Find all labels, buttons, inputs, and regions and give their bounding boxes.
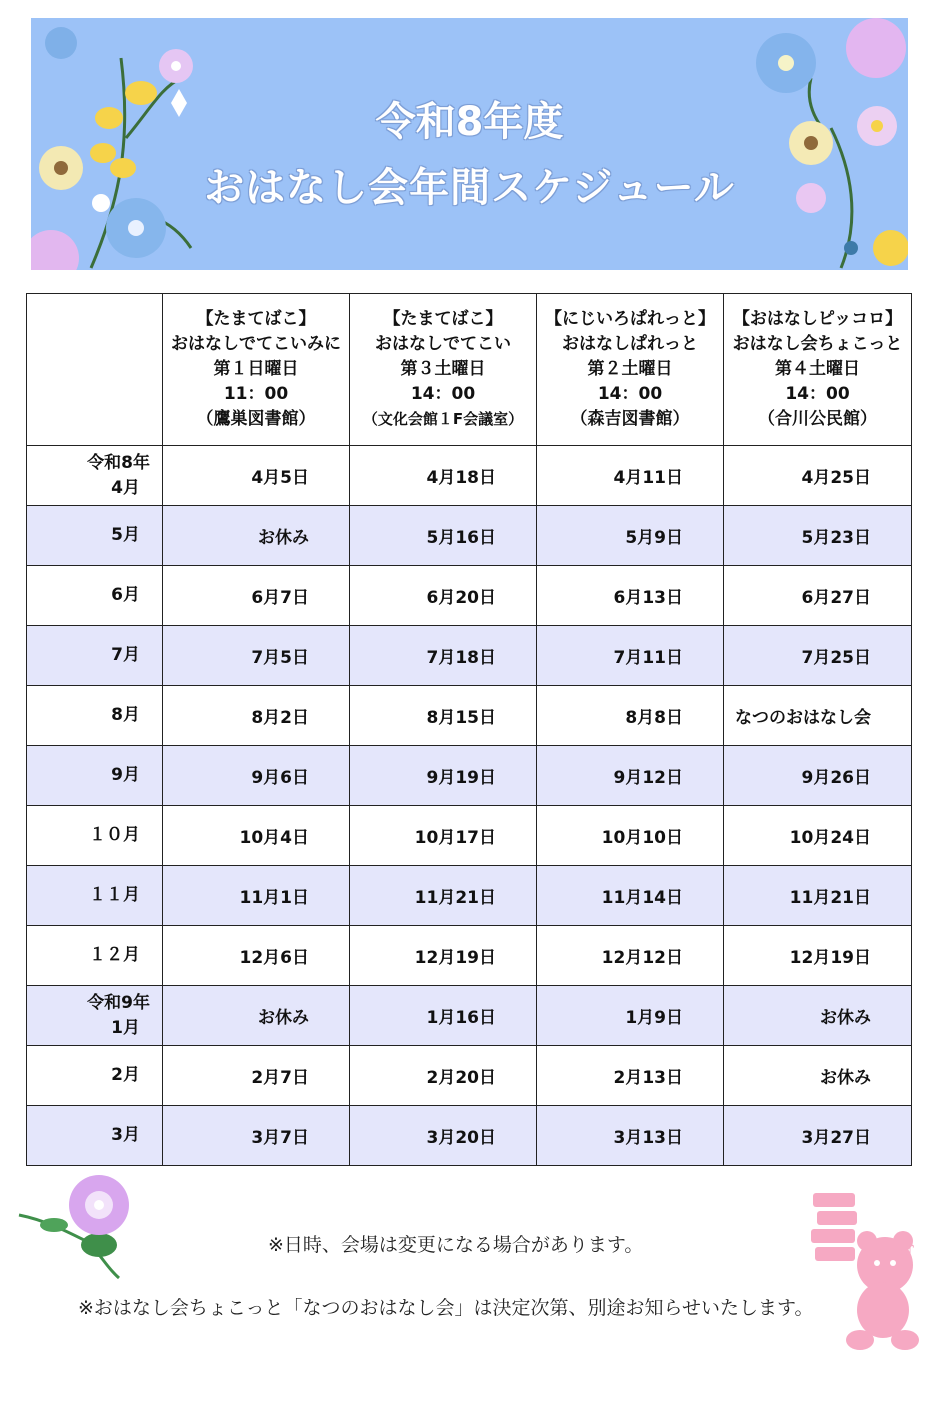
date-cell: 12月19日 (350, 926, 537, 986)
date-cell: 9月19日 (350, 746, 537, 806)
date-cell: 2月7日 (163, 1046, 350, 1106)
date-cell: お休み (163, 986, 350, 1046)
table-header-row (27, 294, 912, 446)
column-venue: （鷹巣図書館） (196, 409, 316, 429)
era-label: 令和9年 (87, 992, 150, 1013)
date-cell: 7月5日 (163, 626, 350, 686)
month-cell (27, 506, 163, 566)
morning-glory-illustration (14, 1170, 134, 1285)
date-cell: 12月6日 (163, 926, 350, 986)
date-cell: 5月9日 (537, 506, 724, 566)
month-label: 8月 (111, 705, 140, 725)
note-summer-event: ※おはなし会ちょこっと「なつのおはなし会」は決定次第、別途お知らせいたします。 (78, 1297, 814, 1319)
date-cell: 9月6日 (163, 746, 350, 806)
date-cell: 4月11日 (537, 446, 724, 506)
column-day: 第２土曜日 (587, 359, 673, 379)
column-time: 14：00 (785, 384, 850, 404)
note-schedule-change: ※日時、会場は変更になる場合があります。 (268, 1234, 644, 1256)
date-cell: 2月20日 (350, 1046, 537, 1106)
date-cell: 11月1日 (163, 866, 350, 926)
table-row (27, 566, 912, 626)
schedule-table (26, 293, 912, 1166)
column-group-label: 【たまてばこ】 (383, 309, 503, 329)
month-cell (27, 566, 163, 626)
date-cell: 4月5日 (163, 446, 350, 506)
date-cell: 6月20日 (350, 566, 537, 626)
month-cell (27, 446, 163, 506)
column-event-name: おはなしぱれっと (562, 334, 698, 354)
table-row (27, 686, 912, 746)
date-cell: 10月24日 (724, 806, 912, 866)
date-cell: 8月15日 (350, 686, 537, 746)
month-label: １２月 (89, 945, 140, 965)
date-cell: 10月10日 (537, 806, 724, 866)
date-cell: 6月13日 (537, 566, 724, 626)
date-cell: 4月18日 (350, 446, 537, 506)
date-cell: 11月21日 (350, 866, 537, 926)
date-cell: 7月25日 (724, 626, 912, 686)
date-cell: 8月2日 (163, 686, 350, 746)
column-venue: （合川公民館） (758, 409, 877, 429)
column-event-name: おはなしでてこい (375, 334, 511, 354)
month-cell (27, 926, 163, 986)
era-label: 令和8年 (87, 452, 150, 473)
month-cell (27, 686, 163, 746)
header-cell-col1 (163, 294, 350, 446)
date-cell: お休み (724, 1046, 912, 1106)
date-cell: 2月13日 (537, 1046, 724, 1106)
month-cell (27, 866, 163, 926)
date-cell: 12月19日 (724, 926, 912, 986)
date-cell: 10月4日 (163, 806, 350, 866)
table-row (27, 866, 912, 926)
column-time: 14：00 (597, 384, 663, 404)
month-cell (27, 746, 163, 806)
date-cell: 9月12日 (537, 746, 724, 806)
table-row (27, 626, 912, 686)
date-cell: 6月27日 (724, 566, 912, 626)
date-cell: 6月7日 (163, 566, 350, 626)
date-cell: なつのおはなし会 (724, 686, 912, 746)
date-cell: 1月9日 (537, 986, 724, 1046)
date-cell: お休み (724, 986, 912, 1046)
table-row (27, 1106, 912, 1166)
header-corner-cell (27, 294, 163, 446)
banner-title-year: 令和8年度 (375, 99, 564, 145)
table-row (27, 1046, 912, 1106)
column-time: 14：00 (410, 384, 476, 404)
column-event-name: おはなし会ちょこっと (732, 334, 903, 354)
month-cell (27, 1046, 163, 1106)
column-day: 第３土曜日 (400, 359, 486, 379)
column-venue: （森吉図書館） (570, 409, 690, 429)
banner-title-schedule: おはなし会年間スケジュール (204, 165, 735, 211)
column-group-label: 【たまてばこ】 (196, 309, 316, 329)
month-cell (27, 806, 163, 866)
month-cell (27, 626, 163, 686)
month-label: 5月 (111, 525, 140, 545)
date-cell: 5月23日 (724, 506, 912, 566)
bear-carrying-books-illustration (805, 1185, 925, 1355)
date-cell: 1月16日 (350, 986, 537, 1046)
date-cell: 4月25日 (724, 446, 912, 506)
date-cell: 3月27日 (724, 1106, 912, 1166)
table-row (27, 926, 912, 986)
month-label: １１月 (89, 885, 140, 905)
header-cell-col4 (724, 294, 912, 446)
column-event-name: おはなしでてこいみに (171, 334, 341, 354)
column-day: 第４土曜日 (775, 359, 860, 379)
date-cell: 7月18日 (350, 626, 537, 686)
date-cell: 3月20日 (350, 1106, 537, 1166)
header-cell-col3 (537, 294, 724, 446)
month-label: 1月 (111, 1017, 140, 1038)
title-banner (31, 18, 908, 270)
date-cell: 3月7日 (163, 1106, 350, 1166)
column-venue: （文化会館１F会議室） (362, 410, 524, 428)
date-cell: 12月12日 (537, 926, 724, 986)
date-cell: 7月11日 (537, 626, 724, 686)
month-cell (27, 1106, 163, 1166)
table-row (27, 446, 912, 506)
month-cell (27, 986, 163, 1046)
month-label: 6月 (111, 585, 140, 605)
date-cell: 11月14日 (537, 866, 724, 926)
date-cell: 9月26日 (724, 746, 912, 806)
date-cell: 8月8日 (537, 686, 724, 746)
table-row (27, 986, 912, 1046)
date-cell: 3月13日 (537, 1106, 724, 1166)
table-row (27, 506, 912, 566)
column-time: 11：00 (223, 384, 289, 404)
table-row (27, 806, 912, 866)
header-cell-col2 (350, 294, 537, 446)
date-cell: 10月17日 (350, 806, 537, 866)
month-label: 9月 (111, 765, 140, 785)
column-day: 第１日曜日 (213, 359, 299, 379)
month-label: １０月 (89, 825, 140, 845)
date-cell: お休み (163, 506, 350, 566)
month-label: 7月 (111, 645, 140, 665)
svg-text:♪: ♪ (905, 1240, 916, 1259)
month-label: 2月 (111, 1065, 140, 1085)
column-group-label: 【にじいろぱれっと】 (545, 309, 715, 329)
table-row (27, 746, 912, 806)
month-label: 4月 (111, 477, 140, 498)
column-group-label: 【おはなしピッコロ】 (732, 309, 903, 329)
date-cell: 11月21日 (724, 866, 912, 926)
month-label: 3月 (111, 1125, 140, 1145)
date-cell: 5月16日 (350, 506, 537, 566)
